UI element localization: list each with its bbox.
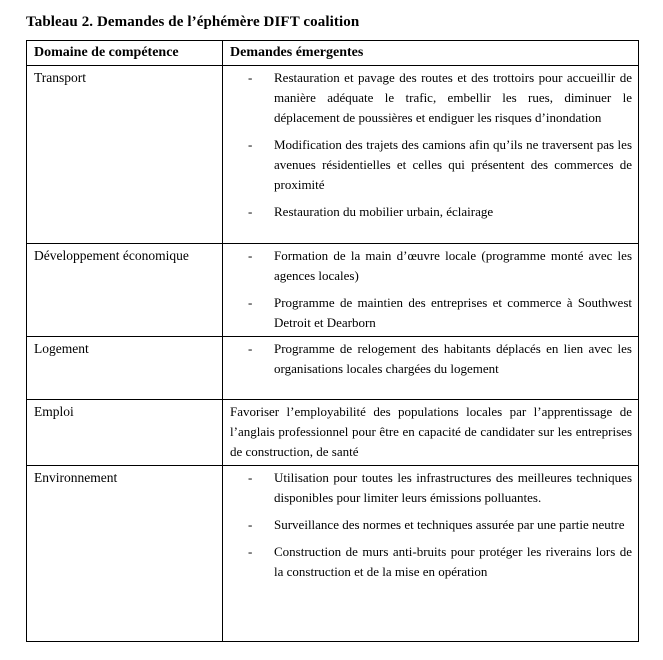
table-caption: Tableau 2. Demandes de l’éphémère DIFT coalition <box>26 14 360 30</box>
list-item <box>230 202 632 222</box>
demands-cell <box>223 337 639 400</box>
list-item-text: Modification des trajets des camions afin qu’ils ne traversent pas les avenues résidentielles et celles qui présentent des commerces de proximité <box>274 137 632 192</box>
demands-cell <box>223 66 639 244</box>
table-row-developpement-economique <box>27 244 639 337</box>
demands-cell <box>223 400 639 466</box>
list-item-text: Formation de la main d’œuvre locale (programme monté avec les agences locales) <box>274 248 632 283</box>
header-demandes-emergentes: Demandes émergentes <box>223 41 639 66</box>
dift-demands-table <box>26 40 639 642</box>
dash-bullet: - <box>248 204 253 219</box>
domain-cell: Emploi <box>27 400 223 466</box>
list-item-text: Programme de relogement des habitants déplacés en lien avec les organisations locales chargées du logement <box>274 341 632 376</box>
dash-bullet: - <box>248 470 253 485</box>
dash-bullet: - <box>248 544 253 559</box>
dash-bullet: - <box>248 70 253 85</box>
domain-cell: Logement <box>27 337 223 400</box>
table-row-environnement <box>27 466 639 642</box>
list-item <box>230 293 632 333</box>
demands-cell <box>223 244 639 337</box>
domain-cell: Environnement <box>27 466 223 642</box>
list-item <box>230 542 632 582</box>
list-item-text: Restauration et pavage des routes et des trottoirs pour accueillir de manière adéquate le trafic, embellir les rues, diminuer le déplacement de poussières et endiguer les risques d’inondation <box>274 70 632 125</box>
list-item-text: Construction de murs anti-bruits pour protéger les riverains lors de la construction et de la mise en opération <box>274 544 632 579</box>
list-item-text: Utilisation pour toutes les infrastructures des meilleures techniques disponibles pour limiter leurs émissions polluantes. <box>274 470 632 505</box>
table-row-logement <box>27 337 639 400</box>
list-item <box>230 135 632 195</box>
dash-bullet: - <box>248 295 253 310</box>
dash-bullet: - <box>248 248 253 263</box>
list-item <box>230 246 632 286</box>
list-item <box>230 68 632 128</box>
list-item <box>230 468 632 508</box>
table-row-emploi <box>27 400 639 466</box>
list-item <box>230 515 632 535</box>
dash-bullet: - <box>248 517 253 532</box>
demands-paragraph: Favoriser l’employabilité des populations locales par l’apprentissage de l’anglais professionnel pour être en capacité de candidater sur les entreprises de construction, de santé <box>230 404 632 459</box>
header-domaine-de-competence: Domaine de compétence <box>27 41 223 66</box>
list-item-text: Surveillance des normes et techniques assurée par une partie neutre <box>274 517 625 532</box>
list-item-text: Programme de maintien des entreprises et commerce à Southwest Detroit et Dearborn <box>274 295 632 330</box>
list-item <box>230 339 632 379</box>
demands-cell <box>223 466 639 642</box>
table-row-transport <box>27 66 639 244</box>
domain-cell: Développement économique <box>27 244 223 337</box>
list-item-text: Restauration du mobilier urbain, éclairage <box>274 204 494 219</box>
dash-bullet: - <box>248 137 253 152</box>
dash-bullet: - <box>248 341 253 356</box>
domain-cell: Transport <box>27 66 223 244</box>
table-header-row <box>27 41 639 66</box>
